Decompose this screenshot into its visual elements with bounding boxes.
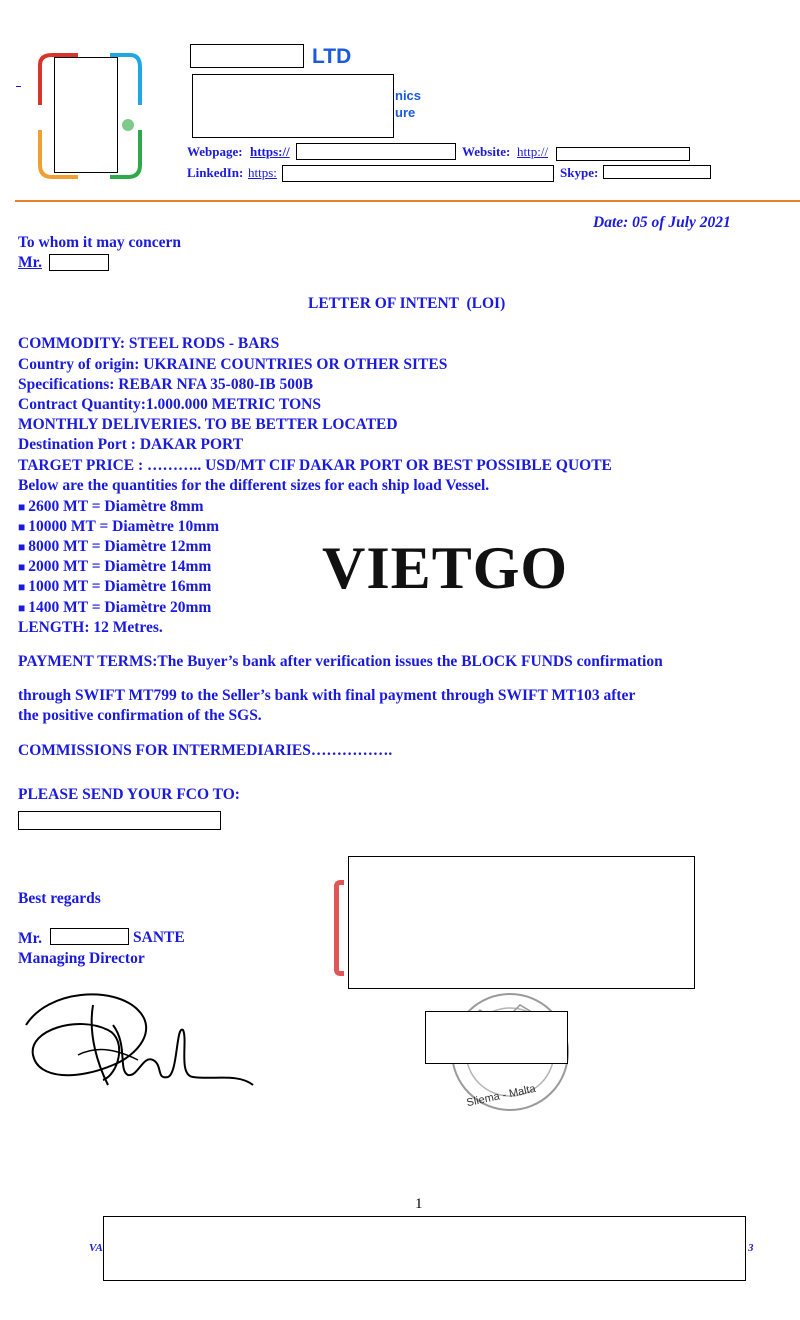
company-suffix: LTD (312, 45, 352, 68)
address-partial-1: nics (395, 88, 422, 103)
address-redaction (192, 74, 394, 138)
size-item: ■ 2600 MT = Diamètre 8mm (18, 497, 204, 517)
addressee-redaction (49, 254, 109, 271)
webpage-link[interactable]: https:// (250, 144, 290, 159)
best-regards: Best regards (18, 890, 101, 907)
watermark: VIETGO (322, 535, 569, 601)
webpage-label: Webpage: (187, 144, 243, 159)
size-item: ■ 1000 MT = Diamètre 16mm (18, 577, 211, 597)
length-line: LENGTH: 12 Metres. (18, 619, 163, 636)
skype-redaction (603, 165, 711, 179)
company-name-redaction (190, 44, 304, 68)
footer-right: 3 (748, 1242, 754, 1254)
below-line: Below are the quantities for the different sizes for each ship load Vessel. (18, 477, 490, 494)
signer-surname: SANTE (133, 929, 185, 946)
commodity-line: COMMODITY: STEEL RODS - BARS (18, 335, 280, 352)
addressee-mr: Mr. (18, 254, 42, 271)
send-fco-line: PLEASE SEND YOUR FCO TO: (18, 786, 240, 803)
small-dash (16, 86, 21, 87)
fco-email-redaction (18, 811, 221, 830)
website-link[interactable]: http:// (517, 144, 549, 159)
addressee-line1: To whom it may concern (18, 234, 182, 251)
size-item: ■ 1400 MT = Diamètre 20mm (18, 598, 211, 618)
footer-redaction (103, 1216, 746, 1281)
stamp-top-redaction (348, 856, 695, 989)
skype-label: Skype: (560, 165, 599, 180)
stamp-bracket (334, 880, 344, 976)
commissions-line: COMMISSIONS FOR INTERMEDIARIES……………. (18, 742, 393, 759)
specs-line: Specifications: REBAR NFA 35-080-IB 500B (18, 376, 314, 393)
signature (18, 985, 258, 1100)
size-item: ■ 8000 MT = Diamètre 12mm (18, 537, 211, 557)
payment-line1: PAYMENT TERMS:The Buyer’s bank after verification issues the BLOCK FUNDS confirmation (18, 653, 663, 670)
port-line: Destination Port : DAKAR PORT (18, 436, 244, 453)
stamp-text: Sliema - Malta (465, 1082, 537, 1110)
letter-date: Date: 05 of July 2021 (593, 214, 731, 231)
address-partial-2: ure (395, 105, 416, 120)
webpage-redaction (296, 143, 456, 160)
linkedin-redaction (282, 165, 554, 182)
payment-line3: the positive confirmation of the SGS. (18, 707, 262, 724)
document-title: LETTER OF INTENT (LOI) (308, 295, 506, 312)
stamp-redaction (425, 1011, 568, 1064)
deliveries-line: MONTHLY DELIVERIES. TO BE BETTER LOCATED (18, 416, 398, 433)
website-redaction (556, 147, 690, 161)
size-item: ■ 10000 MT = Diamètre 10mm (18, 517, 219, 537)
size-item: ■ 2000 MT = Diamètre 14mm (18, 557, 211, 577)
website-label: Website: (462, 144, 511, 159)
linkedin-link[interactable]: https: (248, 165, 277, 180)
signer-role: Managing Director (18, 950, 145, 967)
linkedin-label: LinkedIn: (187, 165, 244, 180)
quantity-line: Contract Quantity:1.000.000 METRIC TONS (18, 396, 321, 413)
signer-name-redaction (50, 928, 129, 945)
price-line: TARGET PRICE : ……….. USD/MT CIF DAKAR PORT OR BEST POSSIBLE QUOTE (18, 457, 612, 474)
origin-line: Country of origin: UKRAINE COUNTRIES OR OTHER SITES (18, 356, 448, 373)
logo-redaction (54, 57, 118, 173)
signer-mr: Mr. (18, 930, 42, 947)
header-rule (15, 200, 800, 202)
payment-line2: through SWIFT MT799 to the Seller’s bank with final payment through SWIFT MT103 after (18, 687, 636, 704)
page-number: 1 (415, 1196, 423, 1212)
footer-left: VA (89, 1242, 103, 1254)
